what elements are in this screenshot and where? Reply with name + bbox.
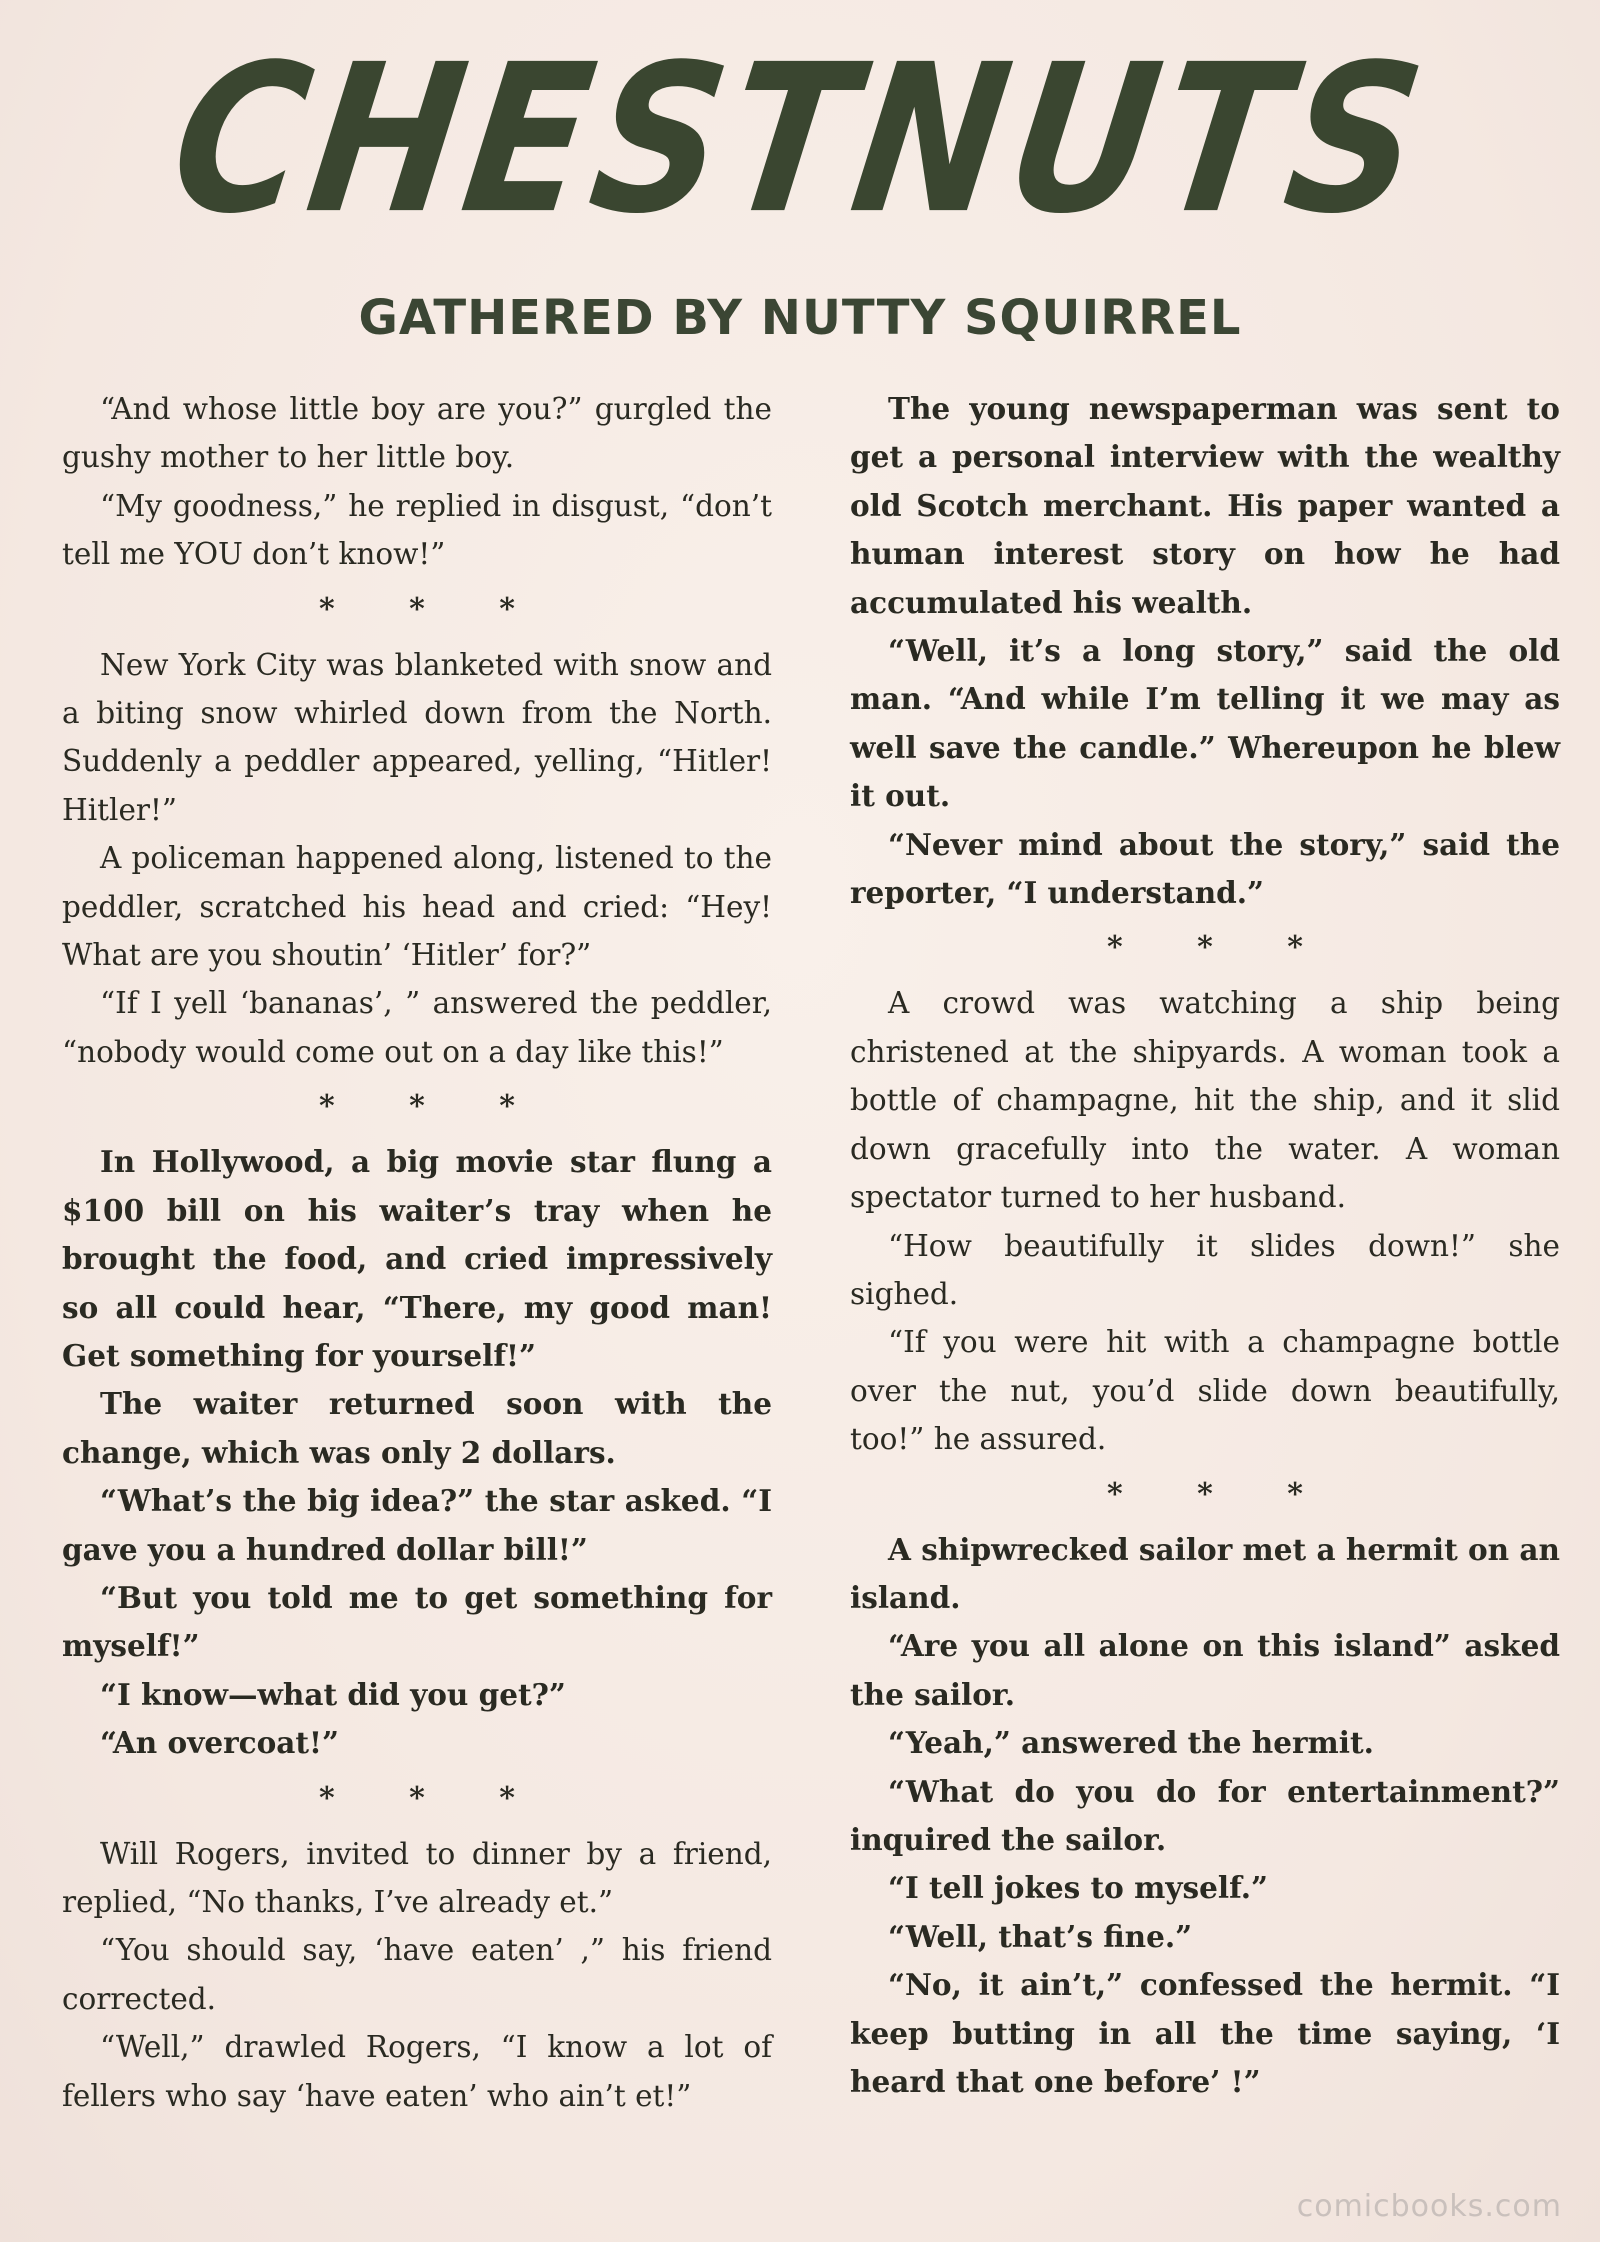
- paragraph: “How beautifully it slides down!” she sighed.: [850, 1228, 1560, 1311]
- story-will-rogers: [62, 1830, 772, 2120]
- separator: * * *: [1107, 930, 1335, 966]
- paragraph: “Well, it’s a long story,” said the old man. “And while I’m telling it we may as well save the candle.” Whereupon he blew it out.: [850, 633, 1560, 814]
- paragraph: “My goodness,” he replied in disgust, “don’t tell me YOU don’t know!”: [62, 488, 772, 572]
- paragraph: “If you were hit with a champagne bottle over the nut, you’d slide down beautifully, too!” he assured.: [850, 1325, 1560, 1457]
- paragraph: In Hollywood, a big movie star flung a $100 bill on his waiter’s tray when he brought the food, and cried impressively so all could hear, “There, my good man! Get something for yourself!”: [62, 1144, 772, 1373]
- story-hitler-peddler: [62, 641, 772, 1077]
- paragraph: “An overcoat!”: [100, 1725, 339, 1761]
- paragraph: A shipwrecked sailor met a hermit on an island.: [850, 1531, 1560, 1615]
- separator: * * *: [319, 1089, 547, 1125]
- separator: * * *: [319, 1780, 547, 1816]
- story-whose-boy: [62, 385, 772, 579]
- separator: * * *: [1107, 1476, 1335, 1512]
- paragraph: “I tell jokes to myself.”: [888, 1870, 1268, 1906]
- paragraph: “Are you all alone on this island” asked the sailor.: [850, 1628, 1560, 1712]
- paragraph: “Never mind about the story,” said the reporter, “I understand.”: [850, 826, 1560, 911]
- story-ship-christening: [850, 979, 1560, 1463]
- paragraph: A policeman happened along, listened to the peddler, scratched his head and cried: “Hey! What are you shoutin’ ‘Hitler’ for?”: [62, 841, 772, 973]
- watermark: comicbooks.com: [1296, 2189, 1562, 2224]
- story-hollywood-star: [62, 1138, 772, 1767]
- paragraph: “I know—what did you get?”: [100, 1676, 566, 1712]
- paragraph: The young newspaperman was sent to get a personal interview with the wealthy old Scotch merchant. His paper wanted a human interest story on how he had accumulated his wealth.: [850, 391, 1560, 620]
- story-hermit: [850, 1526, 1560, 2107]
- left-column: [62, 385, 772, 2120]
- paragraph: “But you told me to get something for myself!”: [62, 1579, 772, 1664]
- paragraph: Will Rogers, invited to dinner by a friend, replied, “No thanks, I’ve already et.”: [62, 1836, 772, 1919]
- paragraph: “If I yell ‘bananas’, ” answered the peddler, “nobody would come out on a day like this!”: [62, 986, 772, 1069]
- paragraph: “What’s the big idea?” the star asked. “I gave you a hundred dollar bill!”: [62, 1483, 772, 1567]
- subtitle: GATHERED BY NUTTY SQUIRREL: [358, 290, 1242, 346]
- masthead-title: CHESTNUTS: [159, 20, 1441, 259]
- separator: * * *: [319, 591, 547, 627]
- right-column: [850, 385, 1560, 2106]
- paragraph: “And whose little boy are you?” gurgled the gushy mother to her little boy.: [62, 392, 772, 475]
- paragraph: The waiter returned soon with the change, which was only 2 dollars.: [62, 1386, 772, 1470]
- paragraph: A crowd was watching a ship being christened at the shipyards. A woman took a bottle of champagne, hit the ship, and it slid down gracefully into the water. A woman spectator turned to her husband.: [850, 986, 1560, 1215]
- story-scotch-merchant: [850, 385, 1560, 917]
- paragraph: “You should say, ‘have eaten’ ,” his friend corrected.: [62, 1933, 772, 2016]
- paragraph: “Yeah,” answered the hermit.: [888, 1725, 1374, 1761]
- paragraph: “What do you do for entertainment?” inquired the sailor.: [850, 1773, 1560, 1857]
- paragraph: New York City was blanketed with snow and a biting snow whirled down from the North. Suddenly a peddler appeared, yelling, “Hitler! Hitler!”: [62, 647, 772, 827]
- paragraph: “Well,” drawled Rogers, “I know a lot of fellers who say ‘have eaten’ who ain’t et!”: [62, 2030, 772, 2113]
- paragraph: “No, it ain’t,” confessed the hermit. “I keep butting in all the time saying, ‘I heard that one before’ !”: [850, 1967, 1560, 2099]
- paragraph: “Well, that’s fine.”: [888, 1918, 1193, 1954]
